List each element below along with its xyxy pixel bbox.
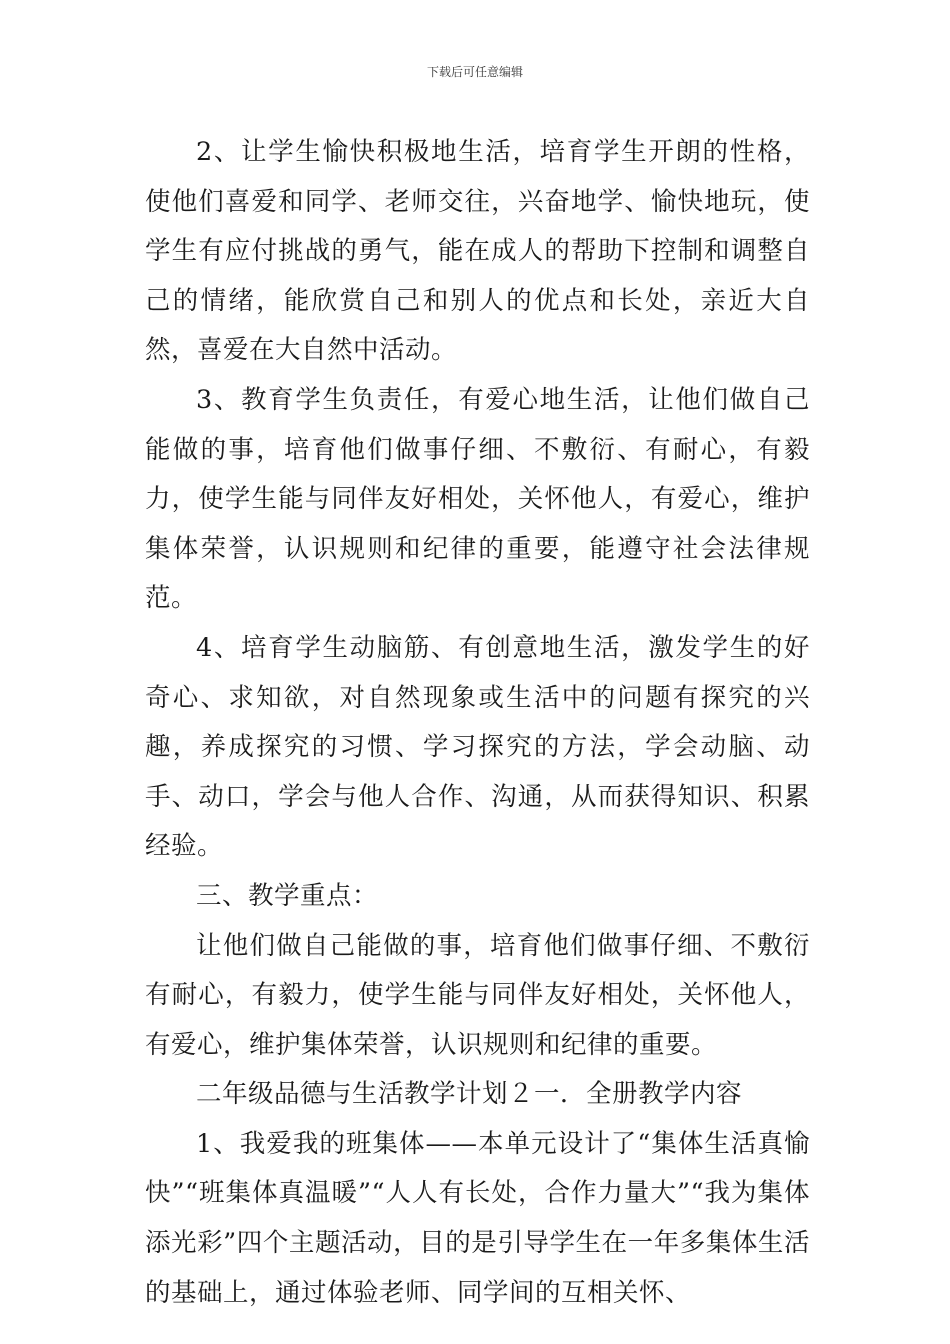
section-heading-teaching-focus: 三、教学重点： (196, 880, 379, 911)
paragraph-teaching-focus: 让他们做自己能做的事，培育他们做事仔细、不敷衍有耐心，有毅力，使学生能与同伴友好相处，关怀他人，有爱心，维护集体荣誉，认识规则和纪律的重要。 (145, 930, 810, 1060)
paragraph-goal-4: 4、培育学生动脑筋、有创意地生活，激发学生的好奇心、求知欲，对自然现象或生活中的问题有探究的兴趣，养成探究的习惯、学习探究的方法，学会动脑、动手、动口，学会与他人合作、沟通，从而获得知识、积累经验。 (145, 632, 810, 862)
document-body (145, 128, 810, 1318)
paragraph-goal-3: 3、教育学生负责任，有爱心地生活，让他们做自己能做的事，培育他们做事仔细、不敷衍、有耐心，有毅力，使学生能与同伴友好相处，关怀他人，有爱心，维护集体荣誉，认识规则和纪律的重要，能遵守社会法律规范。 (145, 384, 810, 614)
paragraph-plan-title: 二年级品德与生活教学计划２一．全册教学内容 (196, 1079, 743, 1110)
paragraph-goal-2: 2、让学生愉快积极地生活，培育学生开朗的性格，使他们喜爱和同学、老师交往，兴奋地学、愉快地玩，使学生有应付挑战的勇气，能在成人的帮助下控制和调整自己的情绪，能欣赏自己和别人的优点和长处，亲近大自然，喜爱在大自然中活动。 (145, 137, 810, 366)
paragraph-unit-1: 1、我爱我的班集体——本单元设计了“集体生活真愉快”“班集体真温暖”“人人有长处，合作力量大”“我为集体添光彩”四个主题活动，目的是引导学生在一年多集体生活的基础上，通过体验老师、同学间的互相关怀、 (145, 1128, 810, 1308)
page-header: 下载后可任意编辑 (426, 65, 523, 79)
